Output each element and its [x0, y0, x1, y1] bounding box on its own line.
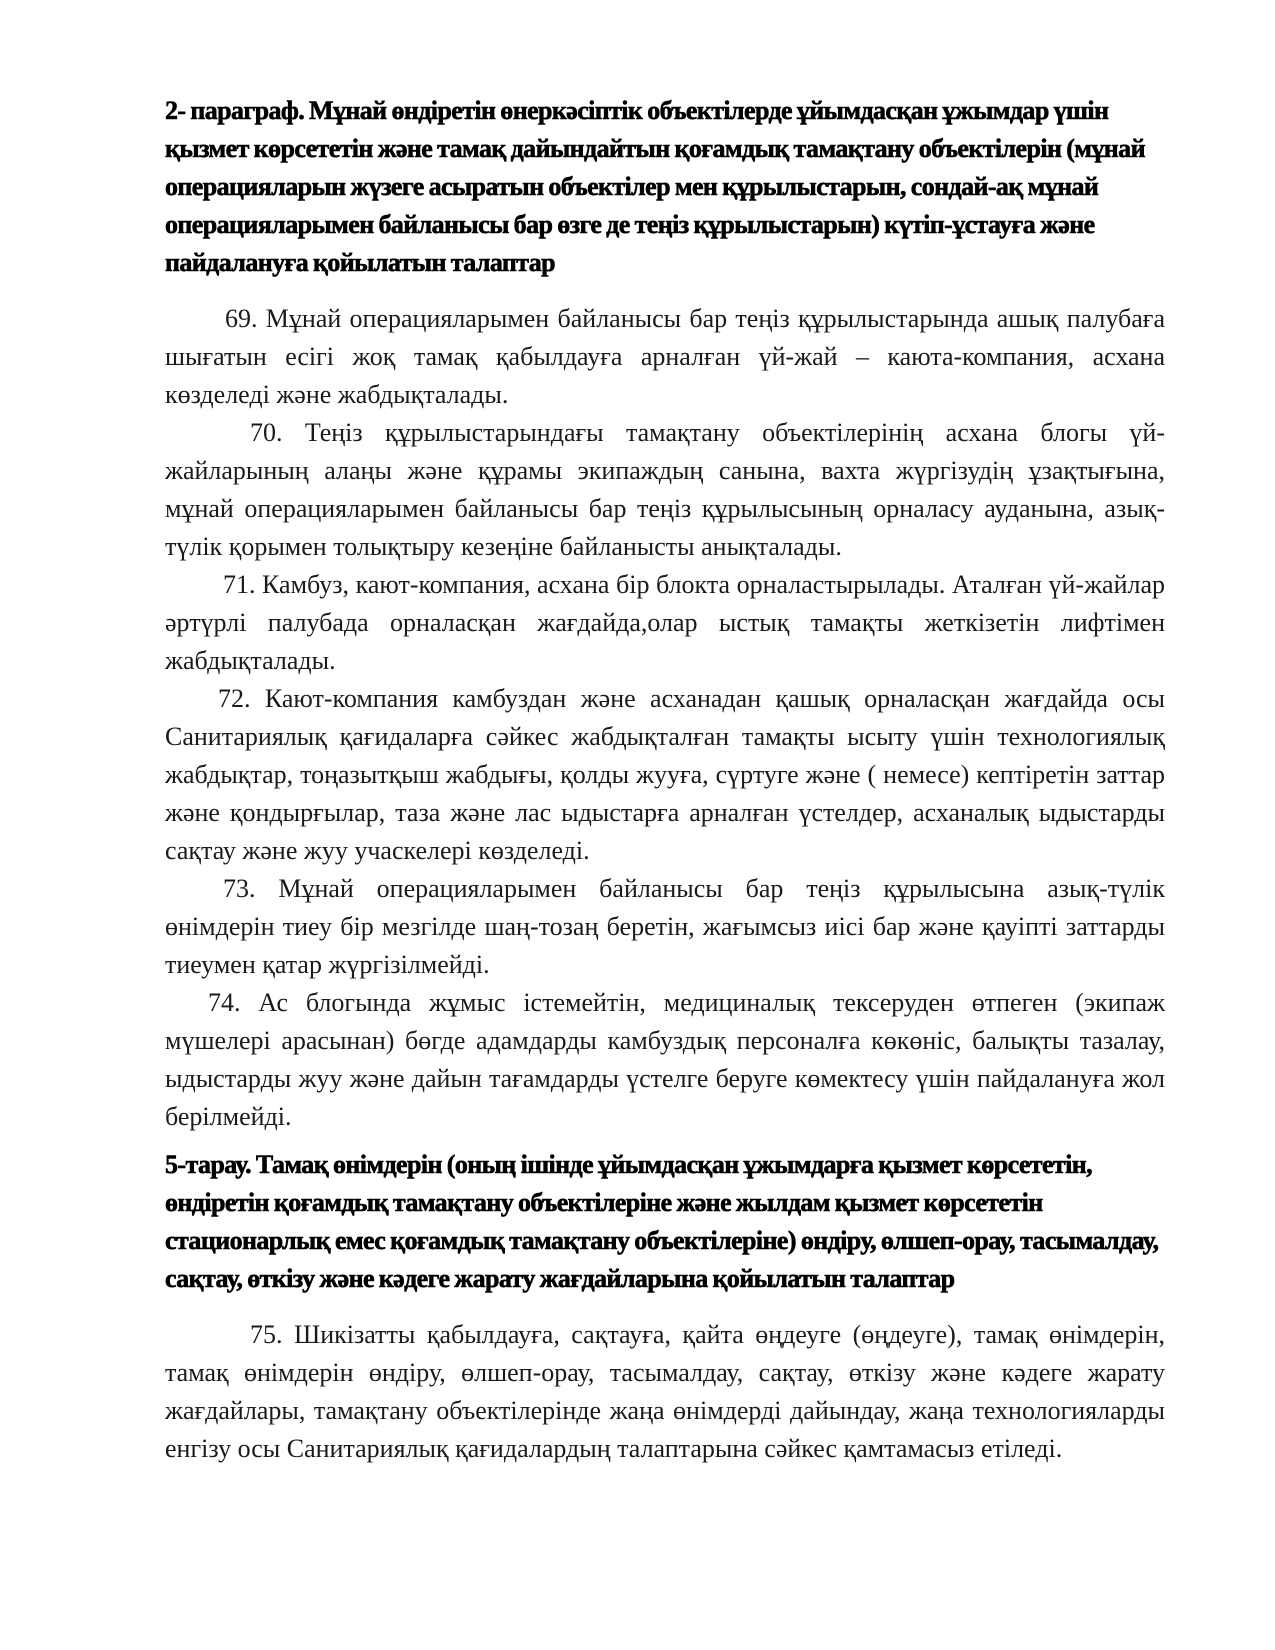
clause-73: 73. Мұнай операцияларымен байланысы бар теңіз құрылысына азық-түлік өнімдерін тиеу бір мезгілде шаң-тозаң беретін, жағымсыз иісі бар және қауіпті заттарды тиеумен қатар жүргізілмейді.	[165, 874, 1165, 979]
clause-72: 72. Кают-компания камбуздан және асханадан қашық орналасқан жағдайда осы Санитариялық қағидаларға сәйкес жабдықталған тамақты ысыту үшін технологиялық жабдықтар, тоңазытқыш жабдығы, қолды жууға, сүртуге және ( немесе) кептіретін заттар және қондырғылар, таза және лас ыдыстарға арналған үстелдер, асханалық ыдыстарды сақтау және жуу учаскелері көзделеді.	[165, 684, 1165, 865]
document-body	[165, 92, 1165, 1468]
clause-70: 70. Теңіз құрылыстарындағы тамақтану объектілерінің асхана блогы үй-жайларының алаңы және құрамы экипаждың санына, вахта жүргізудің ұзақтығына, мұнай операцияларымен байланысы бар теңіз құрылысының орналасу ауданына, азық-түлік қорымен толықтыру кезеңіне байланысты анықталады.	[165, 418, 1165, 561]
clause-74: 74. Ас блогында жұмыс істемейтін, медициналық тексеруден өтпеген (экипаж мүшелері арасынан) бөгде адамдарды камбуздық персоналға көкөніс, балықты тазалау, ыдыстарды жуу және дайын тағамдарды үстелге беруге көмектесу үшін пайдалануға жол берілмейді.	[165, 988, 1165, 1131]
clause-75: 75. Шикізатты қабылдауға, сақтауға, қайта өңдеуге (өңдеуге), тамақ өнімдерін, тамақ өнімдерін өндіру, өлшеп-орау, тасымалдау, сақтау, өткізу және кәдеге жарату жағдайлары, тамақтану объектілерінде жаңа өнімдерді дайындау, жаңа технологияларды енгізу осы Санитариялық қағидалардың талаптарына сәйкес қамтамасыз етіледі.	[165, 1320, 1165, 1463]
section-heading-paragraph-2: 2- параграф. Мұнай өндіретін өнеркәсіптік объектілерде ұйымдасқан ұжымдар үшін қызмет көрсететін және тамақ дайындайтын қоғамдық тамақтану объектілерін (мұнай операцияларын жүзеге асыратын объектілер мен құрылыстарын, сондай-ақ мұнай операцияларымен байланысы бар өзге де теңіз құрылыстарын) күтіп-ұстауға және пайдалануға қойылатын талаптар	[165, 96, 1145, 277]
chapter-heading-5: 5-тарау. Тамақ өнімдерін (оның ішінде ұйымдасқан ұжымдарға қызмет көрсететін, өндіретін қоғамдық тамақтану объектілеріне және жылдам қызмет көрсететін стационарлық емес қоғамдық тамақтану объектілеріне) өндіру, өлшеп-орау, тасымалдау, сақтау, өткізу және кәдеге жарату жағдайларына қойылатын талаптар	[165, 1150, 1159, 1293]
clause-71: 71. Камбуз, кают-компания, асхана бір блокта орналастырылады. Аталған үй-жайлар әртүрлі палубада орналасқан жағдайда,олар ыстық тамақты жеткізетін лифтімен жабдықталады.	[165, 570, 1165, 675]
clause-69: 69. Мұнай операцияларымен байланысы бар теңіз құрылыстарында ашық палубаға шығатын есігі жоқ тамақ қабылдауға арналған үй-жай – каюта-компания, асхана көзделеді және жабдықталады.	[165, 304, 1165, 409]
